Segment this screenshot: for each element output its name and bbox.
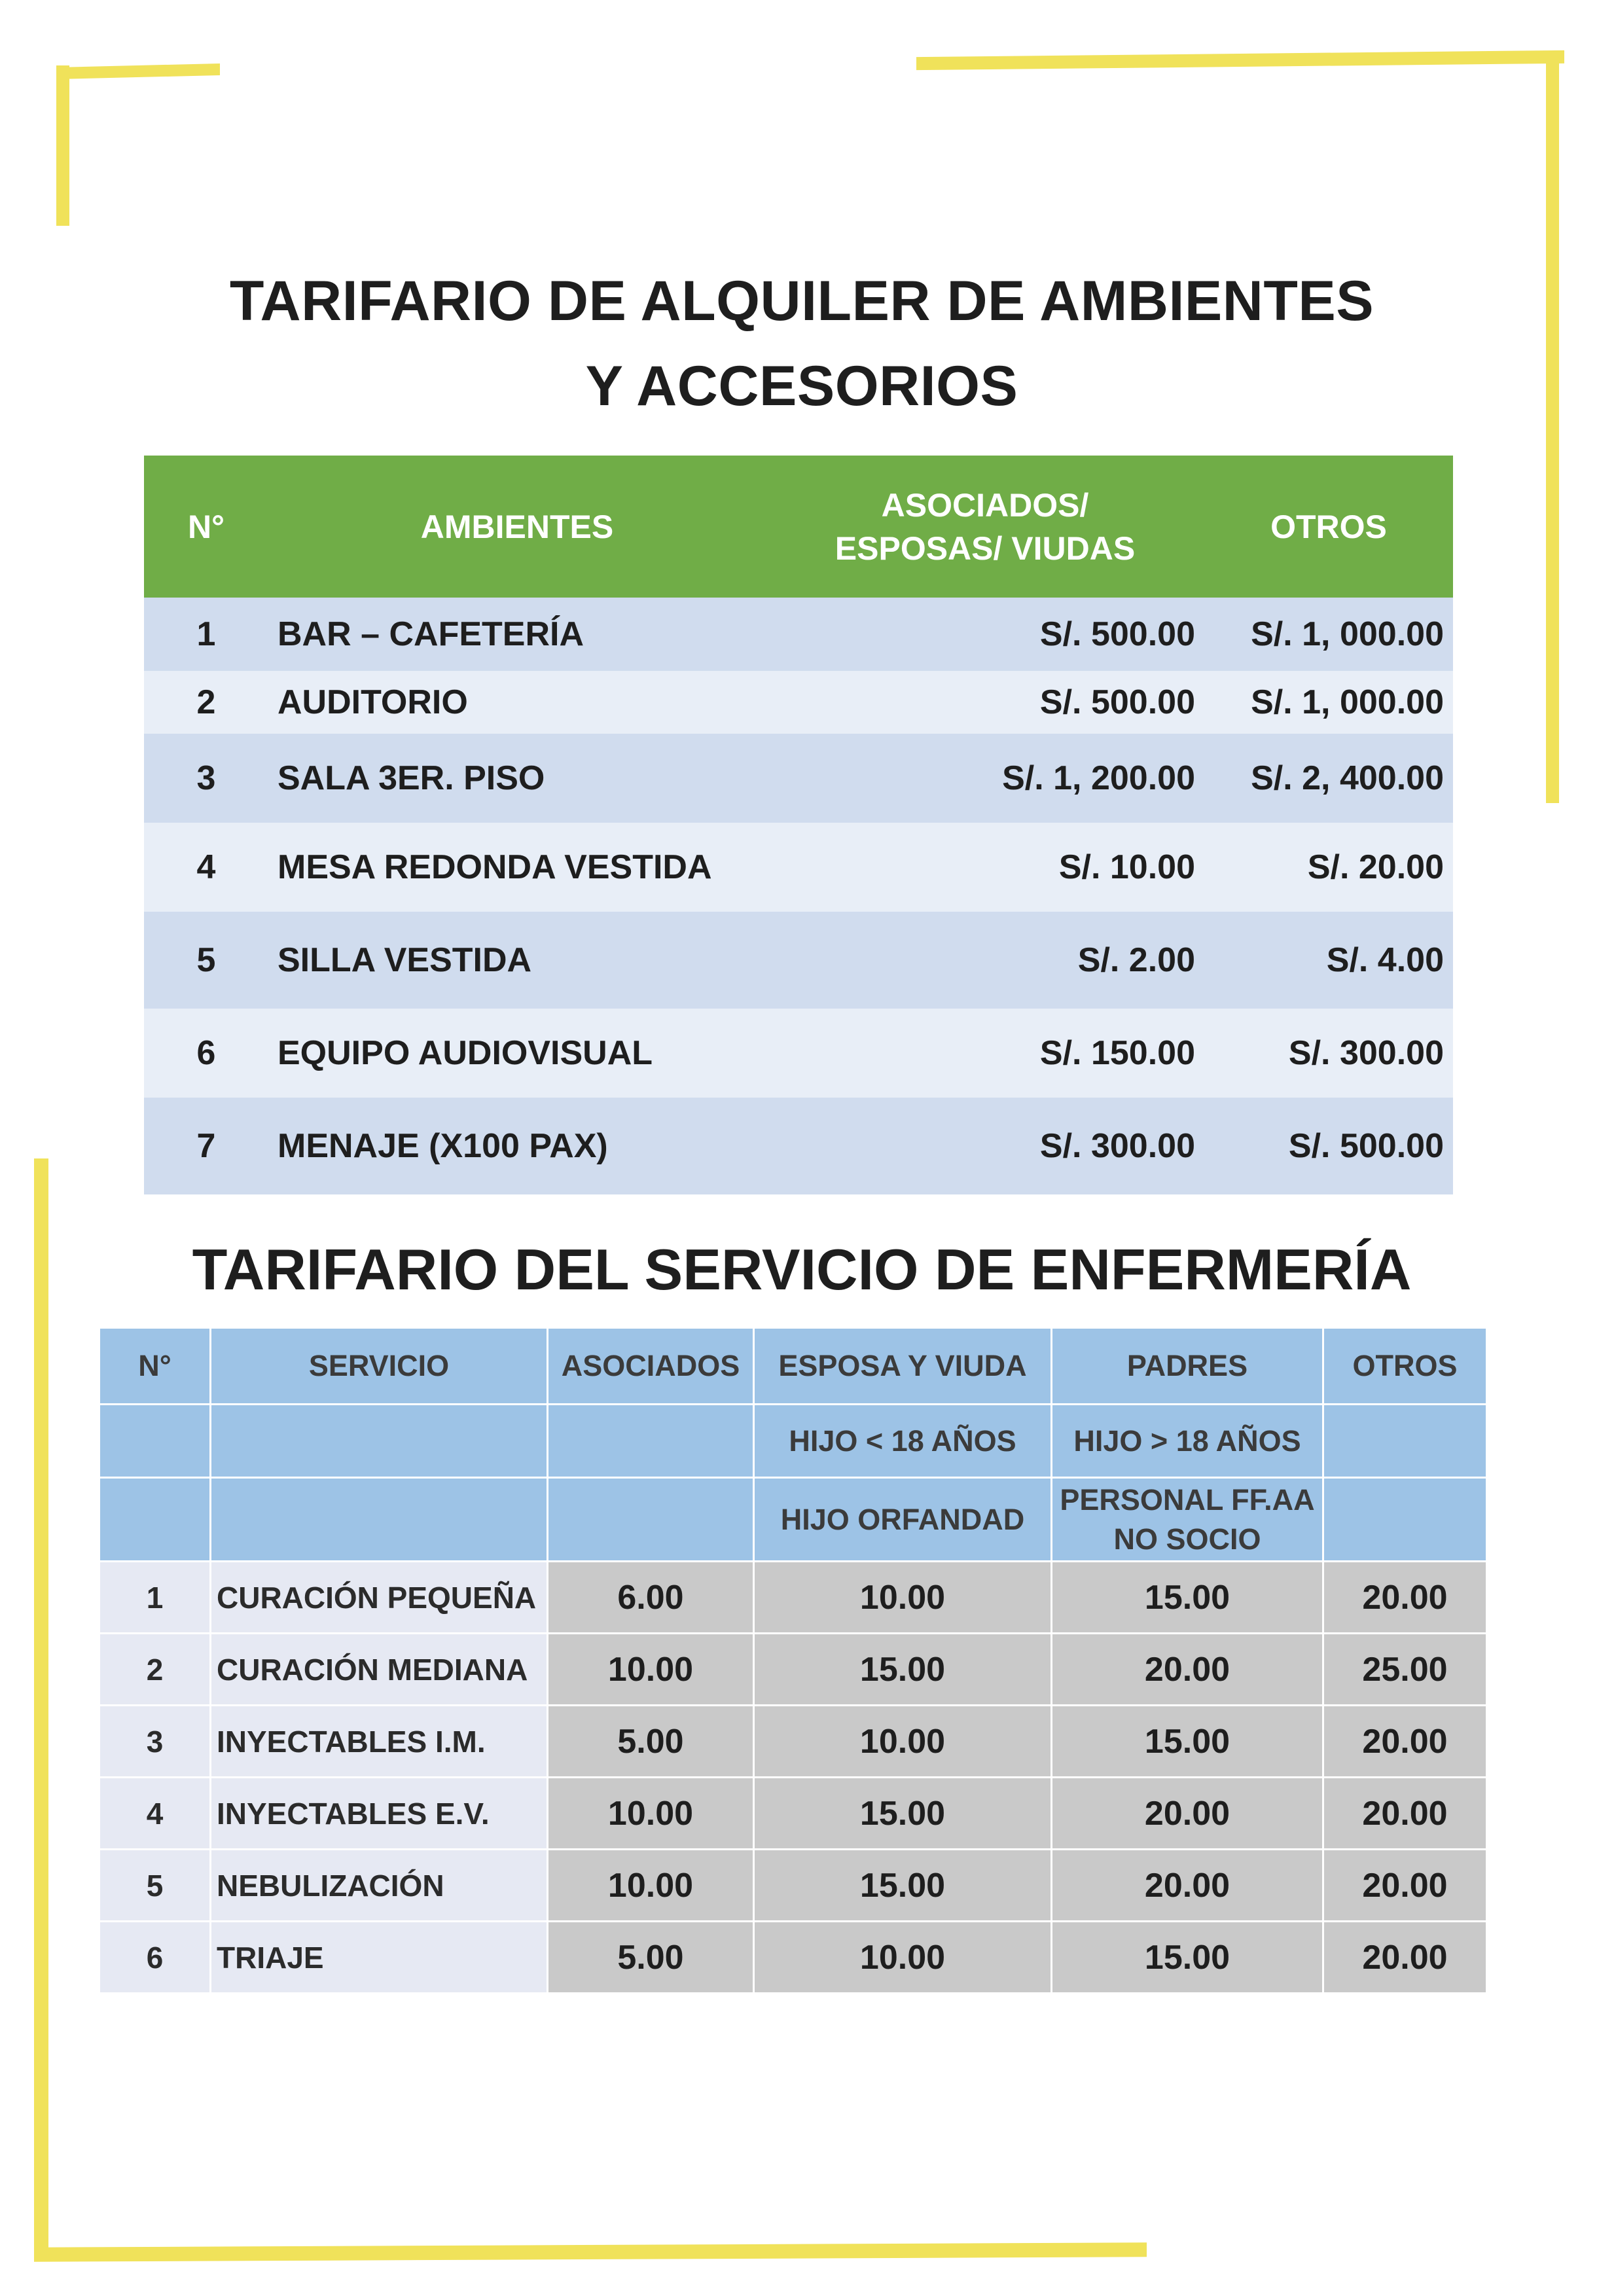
row-esposa: 15.00 [754,1850,1052,1922]
frame-stroke-top-left [56,63,220,79]
alquiler-table [144,456,1453,1194]
frame-stroke-top-right [916,50,1564,70]
table-row [144,823,1453,912]
row-otros: 20.00 [1323,1778,1487,1850]
row-esposa: 10.00 [754,1922,1052,1994]
row-asociados: S/. 10.00 [766,823,1204,912]
enfermeria-subheader-row [99,1405,1487,1478]
row-ambiente: BAR – CAFETERÍA [268,598,766,671]
row-otros: S/. 20.00 [1204,823,1453,912]
row-servicio: CURACIÓN PEQUEÑA [211,1562,548,1634]
row-num: 1 [144,598,268,671]
row-asociados: S/. 500.00 [766,671,1204,734]
row-ambiente: AUDITORIO [268,671,766,734]
row-esposa: 15.00 [754,1634,1052,1706]
enfermeria-header-num: N° [99,1328,211,1405]
row-otros: 20.00 [1323,1706,1487,1778]
row-num: 5 [144,912,268,1009]
subheader-esposa-hijo-orfandad: HIJO ORFANDAD [754,1478,1052,1562]
row-asociados: 5.00 [548,1706,754,1778]
row-num: 6 [99,1922,211,1994]
row-asociados: S/. 500.00 [766,598,1204,671]
table-row [99,1778,1487,1850]
row-otros: S/. 4.00 [1204,912,1453,1009]
alquiler-header-asociados: ASOCIADOS/ ESPOSAS/ VIUDAS [766,456,1204,598]
alquiler-header-num: N° [144,456,268,598]
row-servicio: INYECTABLES I.M. [211,1706,548,1778]
row-esposa: 10.00 [754,1562,1052,1634]
row-asociados: S/. 2.00 [766,912,1204,1009]
row-num: 7 [144,1098,268,1194]
row-asociados: 10.00 [548,1634,754,1706]
row-servicio: INYECTABLES E.V. [211,1778,548,1850]
frame-stroke-left-bottom [34,1158,48,2258]
empty-cell [99,1478,211,1562]
frame-stroke-right [1546,54,1559,803]
empty-cell [548,1405,754,1478]
table-row [144,1009,1453,1098]
row-otros: S/. 300.00 [1204,1009,1453,1098]
row-num: 4 [99,1778,211,1850]
table-row [144,598,1453,671]
row-esposa: 10.00 [754,1706,1052,1778]
row-padres: 20.00 [1052,1778,1323,1850]
frame-stroke-left-top [56,65,69,226]
row-ambiente: MESA REDONDA VESTIDA [268,823,766,912]
alquiler-header-otros: OTROS [1204,456,1453,598]
row-num: 5 [99,1850,211,1922]
enfermeria-table [98,1327,1488,1994]
enfermeria-header-otros: OTROS [1323,1328,1487,1405]
row-asociados: 5.00 [548,1922,754,1994]
table-row [99,1706,1487,1778]
row-ambiente: MENAJE (X100 PAX) [268,1098,766,1194]
row-padres: 15.00 [1052,1922,1323,1994]
table-row [144,671,1453,734]
row-otros: 20.00 [1323,1562,1487,1634]
empty-cell [1323,1478,1487,1562]
table-row [144,1098,1453,1194]
row-ambiente: SALA 3ER. PISO [268,734,766,823]
enfermeria-header-servicio: SERVICIO [211,1328,548,1405]
alquiler-header-ambientes: AMBIENTES [268,456,766,598]
table-row [99,1922,1487,1994]
empty-cell [211,1478,548,1562]
subheader-padres-hijo-mayor: HIJO > 18 AÑOS [1052,1405,1323,1478]
row-asociados: S/. 150.00 [766,1009,1204,1098]
empty-cell [99,1405,211,1478]
title-alquiler-text: TARIFARIO DE ALQUILER DE AMBIENTES Y ACCESORIOS [229,270,1374,418]
row-num: 4 [144,823,268,912]
row-otros: 25.00 [1323,1634,1487,1706]
subheader-esposa-hijo-menor: HIJO < 18 AÑOS [754,1405,1052,1478]
enfermeria-header-padres: PADRES [1052,1328,1323,1405]
table-row [99,1850,1487,1922]
enfermeria-subheader-row [99,1478,1487,1562]
row-asociados: 10.00 [548,1850,754,1922]
row-ambiente: SILLA VESTIDA [268,912,766,1009]
enfermeria-header-esposa: ESPOSA Y VIUDA [754,1328,1052,1405]
row-padres: 20.00 [1052,1634,1323,1706]
table-row [99,1562,1487,1634]
row-num: 6 [144,1009,268,1098]
row-ambiente: EQUIPO AUDIOVISUAL [268,1009,766,1098]
alquiler-header-row [144,456,1453,598]
enfermeria-header-row [99,1328,1487,1405]
row-asociados: 10.00 [548,1778,754,1850]
row-servicio: TRIAJE [211,1922,548,1994]
row-num: 2 [144,671,268,734]
row-padres: 15.00 [1052,1706,1323,1778]
empty-cell [211,1405,548,1478]
row-padres: 15.00 [1052,1562,1323,1634]
subheader-padres-personal-ffaa: PERSONAL FF.AA NO SOCIO [1052,1478,1323,1562]
table-row [99,1634,1487,1706]
row-asociados: S/. 300.00 [766,1098,1204,1194]
row-padres: 20.00 [1052,1850,1323,1922]
row-num: 2 [99,1634,211,1706]
row-otros: S/. 500.00 [1204,1098,1453,1194]
table-row [144,912,1453,1009]
row-num: 3 [144,734,268,823]
row-asociados: S/. 1, 200.00 [766,734,1204,823]
row-servicio: CURACIÓN MEDIANA [211,1634,548,1706]
row-otros: 20.00 [1323,1850,1487,1922]
table-row [144,734,1453,823]
row-otros: S/. 2, 400.00 [1204,734,1453,823]
title-alquiler [157,259,1446,429]
row-otros: 20.00 [1323,1922,1487,1994]
empty-cell [548,1478,754,1562]
row-servicio: NEBULIZACIÓN [211,1850,548,1922]
frame-stroke-bottom [34,2242,1147,2261]
row-asociados: 6.00 [548,1562,754,1634]
row-otros: S/. 1, 000.00 [1204,598,1453,671]
row-otros: S/. 1, 000.00 [1204,671,1453,734]
enfermeria-header-asociados: ASOCIADOS [548,1328,754,1405]
row-esposa: 15.00 [754,1778,1052,1850]
row-num: 1 [99,1562,211,1634]
row-num: 3 [99,1706,211,1778]
title-enfermeria: TARIFARIO DEL SERVICIO DE ENFERMERÍA [192,1237,1412,1302]
empty-cell [1323,1405,1487,1478]
